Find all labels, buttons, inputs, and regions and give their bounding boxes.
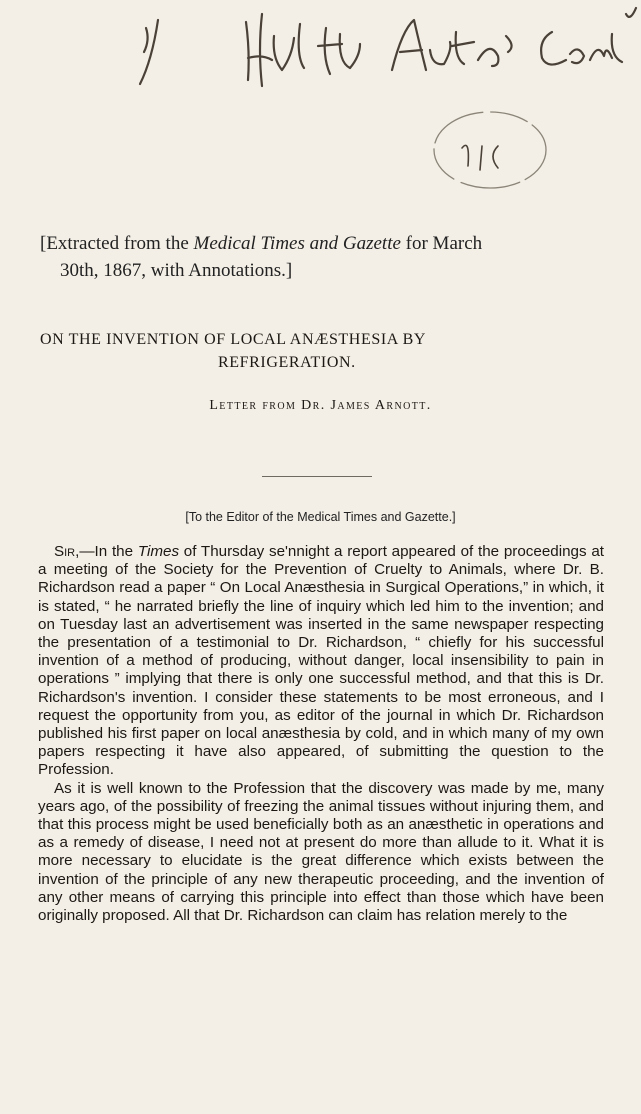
extract-line1-prefix: [Extracted from the — [40, 233, 194, 254]
extract-line2: 30th, 1867, with Annotations.] — [60, 260, 293, 281]
headline-line1: ON THE INVENTION OF LOCAL ANÆSTHESIA BY — [40, 331, 427, 348]
letter-body — [38, 543, 604, 925]
paragraph-1 — [38, 543, 604, 780]
p1-text: of Thursday se'nnight a report appeared of the proceedings at a meeting of the Society for the Prevention of Cruelty to Animals, where Dr. B. Richardson read a paper “ On Local Anæsthesia in Surgical Operations,” in which, it is stated, “ he narrated briefly the line of inquiry which led him to the invention; and on Tuesday last an advertisement was inserted in the same newspaper respecting the presentation of a testimonial to Dr. Richardson, “ chiefly for his successful invention of a method of producing, without danger, local insensibility to pain in operations ” implying that there is only one successful method, and that this is Dr. Richardson's invention. I consider these statements to be most erroneous, and I request the opportunity from you, as editor of the journal in which Dr. Richardson published his first paper on local anæsthesia by cold, and in which many of my own papers respecting it have also appeared, of submitting the question to the Profession. — [38, 543, 605, 779]
editor-note: [To the Editor of the Medical Times and Gazette.] — [185, 510, 456, 524]
times-newspaper: Times — [137, 543, 180, 560]
handwritten-inscription — [0, 0, 641, 200]
headline-line2: REFRIGERATION. — [218, 354, 356, 371]
p1-dash: —In the — [79, 543, 138, 560]
divider-rule — [262, 476, 372, 477]
extract-line1-suffix: for March — [400, 233, 483, 254]
extract-note — [40, 230, 620, 284]
paragraph-2: As it is well known to the Profession that the discovery was made by me, many years ago, of the possibility of freezing the animal tissues without injuring them, and that this process might be used beneficially both as an anæsthetic in operations and as a remedy of disease, I need not at present do more than allude to it. What it is more necessary to elucidate is the great difference which exists between the invention of the principle of any new therapeutic proceeding, and the invention of any other means of carrying this principle into effect than those which have been originally proposed. All that Dr. Richardson can claim has relation merely to the — [38, 779, 604, 925]
letter-attribution: Letter from Dr. James Arnott. — [209, 398, 432, 413]
article-headline — [40, 328, 620, 374]
salutation: Sir, — [54, 543, 80, 560]
journal-title: Medical Times and Gazette — [193, 233, 401, 254]
